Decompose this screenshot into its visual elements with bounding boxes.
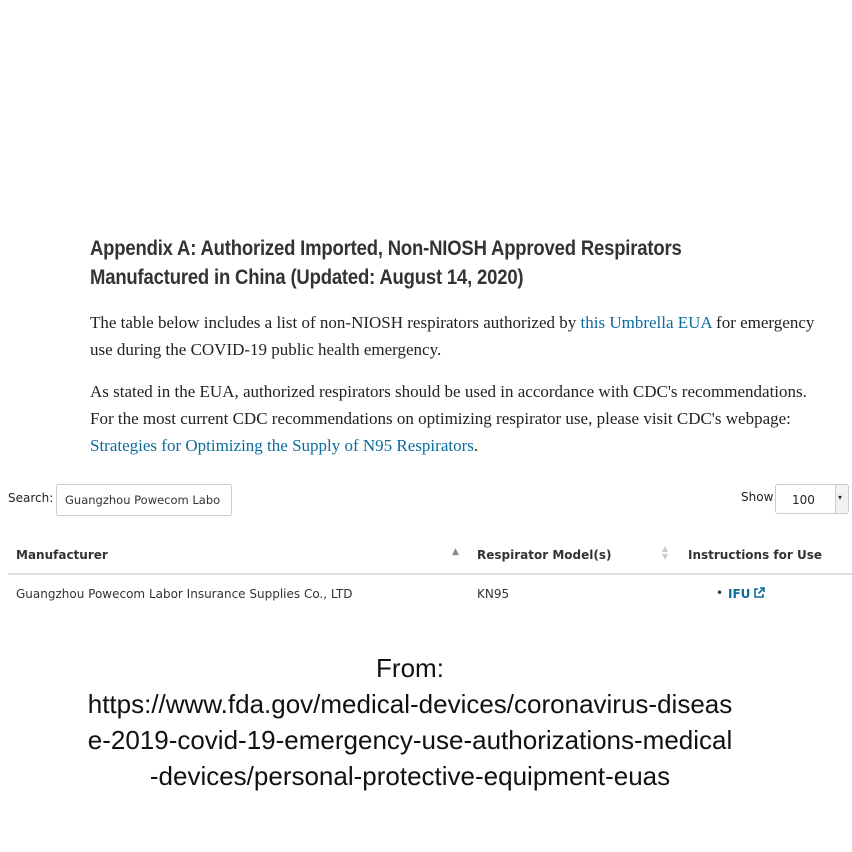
- column-header-respirator-model[interactable]: Respirator Model(s): [477, 548, 612, 562]
- umbrella-eua-link[interactable]: this Umbrella EUA: [580, 313, 712, 332]
- cdc-text: As stated in the EUA, authorized respirators should be used in accordance with CDC's recommendations. For the most current CDC recommendations on optimizing respirator use, please visit CDC's webpage:: [90, 382, 807, 428]
- show-label: Show: [741, 490, 774, 504]
- ifu-link[interactable]: IFU: [728, 587, 751, 601]
- cdc-text-end: .: [473, 436, 479, 455]
- select-arrow[interactable]: [835, 485, 848, 513]
- source-caption: [30, 650, 790, 794]
- sort-ascending-icon[interactable]: ▲: [452, 547, 459, 557]
- page-heading: [90, 234, 724, 292]
- cell-manufacturer: Guangzhou Powecom Labor Insurance Supplies Co., LTD: [16, 587, 353, 601]
- page-length-value: 100: [792, 493, 815, 507]
- external-link-icon[interactable]: [752, 586, 766, 600]
- sort-both-icon[interactable]: ▲ ▼: [662, 544, 669, 561]
- column-header-instructions: Instructions for Use: [688, 548, 823, 562]
- cdc-strategies-link[interactable]: Strategies for Optimizing the Supply of N95 Respirators: [90, 436, 474, 455]
- intro-text: The table below includes a list of non-NIOSH respirators authorized by: [90, 313, 581, 332]
- caption-line-3: e-2019-covid-19-emergency-use-authorizations-medical: [87, 725, 733, 755]
- chevron-down-icon: ▾: [838, 493, 843, 502]
- cell-respirator-model: KN95: [477, 587, 510, 601]
- search-label: Search:: [8, 491, 54, 505]
- heading-line-2: Manufactured in China (Updated: August 14, 2020): [90, 266, 524, 289]
- search-input[interactable]: [56, 484, 232, 516]
- ifu-bullet: •: [716, 586, 724, 600]
- caption-line-1: From:: [376, 653, 444, 683]
- page-length-select[interactable]: [775, 484, 849, 514]
- intro-paragraph: [90, 309, 820, 363]
- column-header-manufacturer[interactable]: Manufacturer: [16, 548, 108, 562]
- heading-line-1: Appendix A: Authorized Imported, Non-NIOSH Approved Respirators: [90, 237, 682, 260]
- table-header-divider: [8, 573, 852, 575]
- caption-line-4: -devices/personal-protective-equipment-euas: [149, 761, 671, 791]
- caption-line-2: https://www.fda.gov/medical-devices/coronavirus-diseas: [87, 689, 733, 719]
- cdc-paragraph: [90, 378, 820, 459]
- intro-text-end: for emergency use during the COVID-19 public health emergency.: [90, 313, 815, 359]
